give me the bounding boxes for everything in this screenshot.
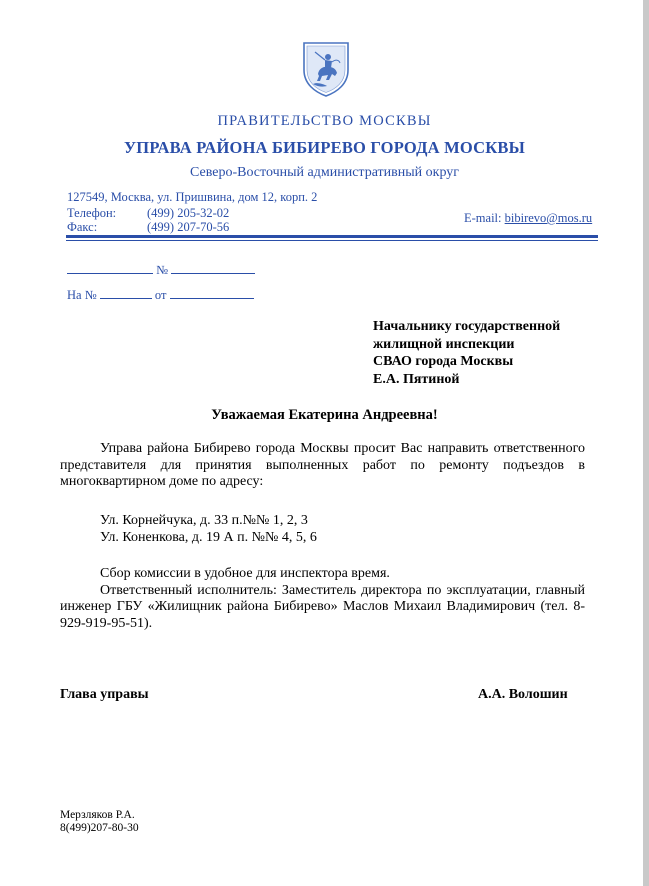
addressee-line: СВАО города Москвы [373,354,514,369]
incoming-registration [67,287,254,303]
address-item: Ул. Корнейчука, д. 33 п.№№ 1, 2, 3 [100,513,308,528]
body-paragraph: Управа района Бибирево города Москвы просит Вас направить ответственного представителя для принятия выполненных работ по ремонту подъездов в многоквартирном доме по адресу: [60,441,585,489]
incoming-number-blank [100,287,152,299]
addressee-block [373,318,613,388]
from-word: от [154,288,167,302]
body-paragraph: Ответственный исполнитель: Заместитель директора по эксплуатации, главный инженер ГБУ «Жилищник района Бибирево» Маслов Михаил Владимирович (тел. 8-929-919-95-51). [60,582,585,631]
header-divider-thick [66,235,598,238]
email-link[interactable]: bibirevo@mos.ru [504,211,593,225]
greeting: Уважаемая Екатерина Андреевна! [211,407,438,423]
phone-value: (499) 205-32-02 [147,206,230,220]
outgoing-number-blank [171,262,255,274]
phone-label: Телефон: [67,206,117,220]
government-title: ПРАВИТЕЛЬСТВО МОСКВЫ [217,113,432,129]
fax-label: Факс: [67,220,98,234]
address-item: Ул. Коненкова, д. 19 А п. №№ 4, 5, 6 [100,530,317,545]
number-sign: № [156,263,169,277]
email-block [464,211,592,226]
coat-of-arms-icon [301,40,351,98]
executor-phone: 8(499)207-80-30 [60,822,139,834]
organization-address: 127549, Москва, ул. Пришвина, дом 12, корп. 2 [67,190,318,204]
page-edge-shadow [643,0,649,886]
in-reply-prefix: На № [67,288,97,302]
fax-value: (499) 207-70-56 [147,220,230,234]
email-label: E-mail: [464,211,502,225]
organization-title: УПРАВА РАЙОНА БИБИРЕВО ГОРОДА МОСКВЫ [123,138,525,157]
addressee-line: жилищной инспекции [373,336,515,352]
outgoing-date-blank [67,262,153,274]
body-paragraphs [60,566,585,632]
outgoing-registration [67,262,255,278]
district-name: Северо-Восточный административный округ [189,165,460,180]
body-paragraph: Сбор комиссии в удобное для инспектора время. [100,566,390,581]
signatory-name: А.А. Волошин [478,687,568,702]
addressee-line: Е.А. Пятиной [373,371,460,387]
addressee-line: Начальнику государственной [373,319,561,334]
incoming-date-blank [170,287,254,299]
header-divider-thin [66,240,598,241]
executor-name: Мерзляков Р.А. [60,809,135,821]
signatory-position: Глава управы [60,687,149,702]
